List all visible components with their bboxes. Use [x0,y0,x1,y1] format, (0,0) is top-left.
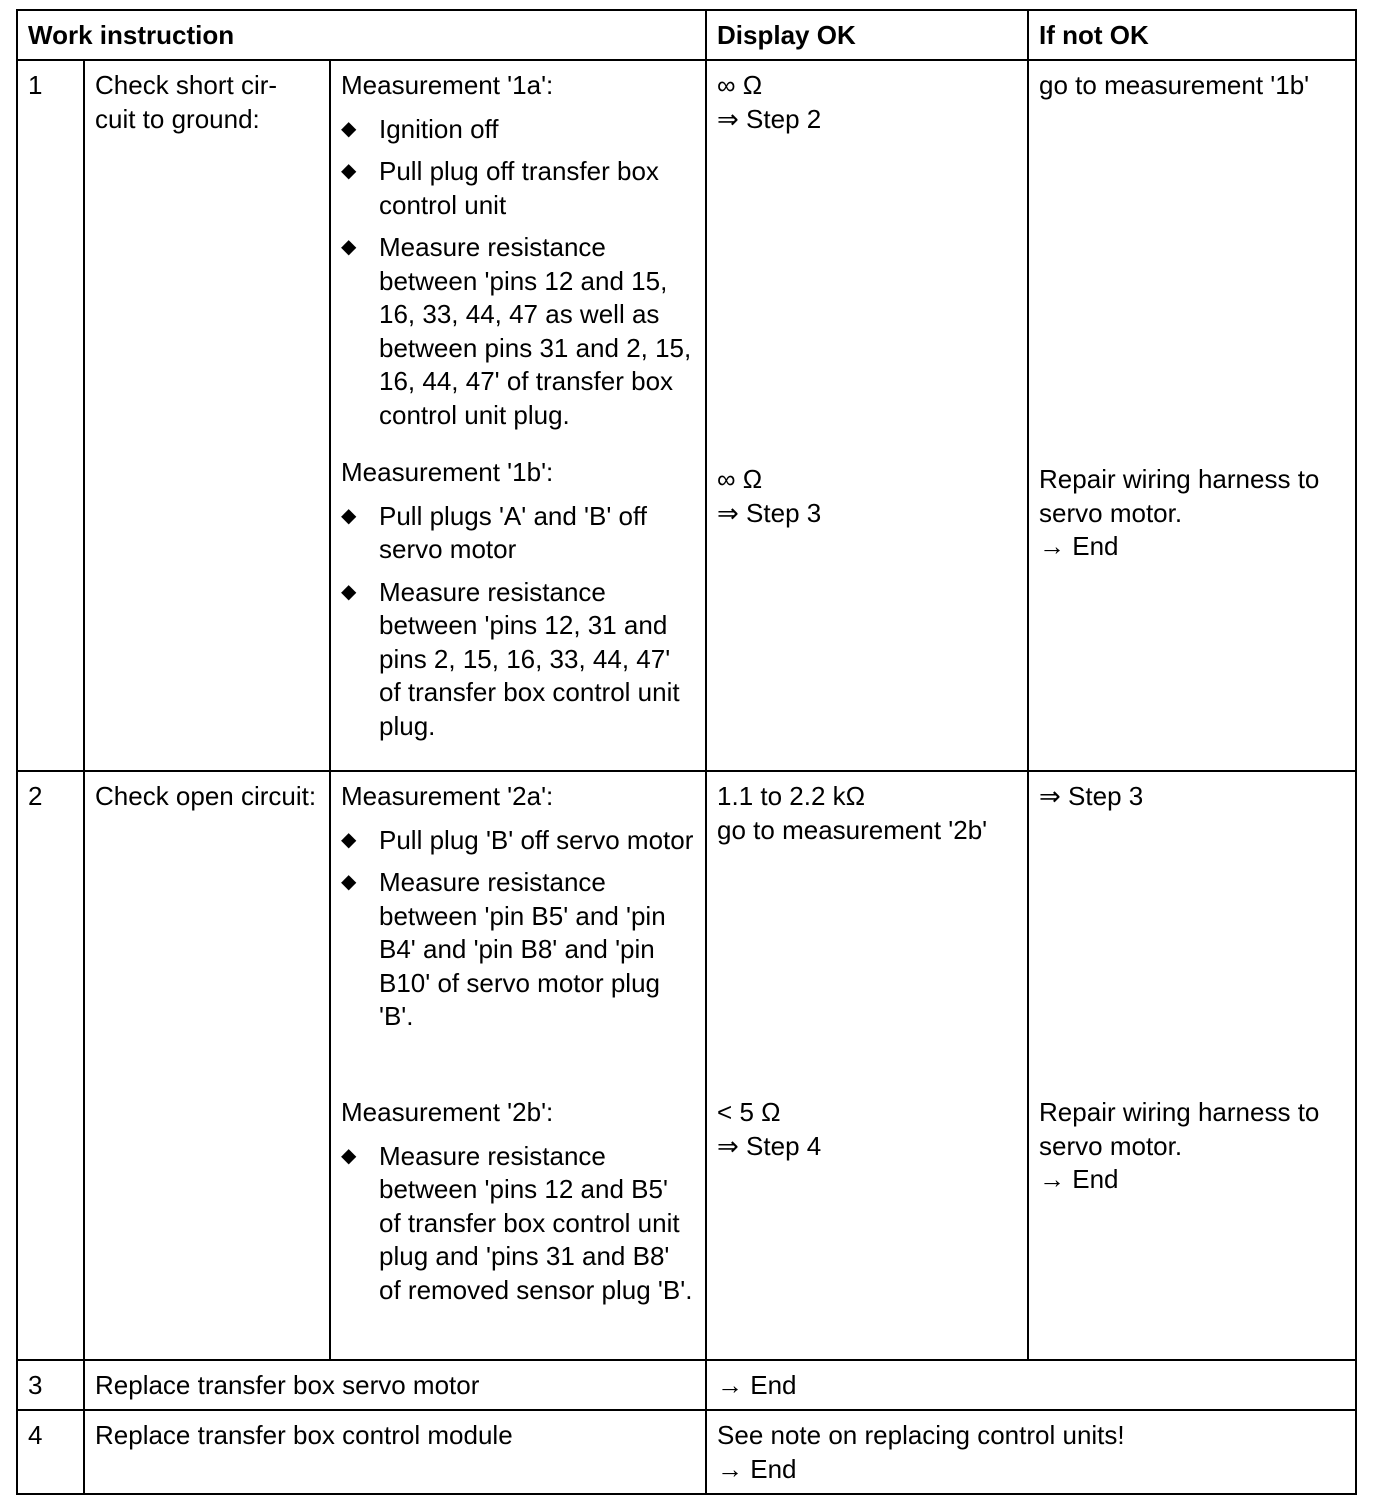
ok-value: < 5 Ω [717,1097,781,1127]
header-display-ok: Display OK [706,10,1028,60]
instruction-list [341,1140,696,1308]
display-ok-2a [717,780,1018,1096]
work-instruction-table [16,9,1357,1495]
instruction-list [341,500,696,744]
not-ok-text: Repair wiring harness to servo motor. [1039,1097,1320,1161]
measurement-label: Measurement '1a': [341,70,554,100]
step-title [84,60,330,771]
step-title: Check open circuit: [84,771,330,1360]
result-note: See note on replacing control units! [717,1420,1125,1450]
step-number: 3 [17,1360,84,1410]
list-item-text: Measure resistance between 'pins 12 and B5' of transfer box control unit plug and 'pins 31 and B8' of removed sensor plug 'B'. [379,1140,693,1305]
measurement-2a [341,780,696,1096]
display-ok-cell [706,60,1028,771]
ok-next-step: ⇒ Step 3 [717,497,822,528]
list-item [341,1140,696,1308]
diamond-bullet-icon: ◆ [341,236,357,258]
measurement-cell [330,771,706,1360]
step-3-row [17,1360,1356,1410]
diamond-bullet-icon: ◆ [341,504,357,527]
not-ok-result: → End [1039,1164,1119,1194]
list-item [341,155,696,222]
list-item-text: Measure resistance between 'pins 12, 31 and pins 2, 15, 16, 33, 44, 47' of transfer box control unit plug. [379,576,680,741]
display-ok-cell [706,771,1028,1360]
list-item-text: Pull plug 'B' off servo motor [379,824,694,855]
display-ok-1a [717,69,1018,463]
list-item-text: Measure resistance between 'pin B5' and 'pin B4' and 'pin B8' and 'pin B10' of servo motor plug 'B'. [379,867,666,1031]
step-4-row [17,1410,1356,1494]
header-work-instruction: Work instruction [17,10,706,60]
not-ok-cell [1028,60,1356,771]
not-ok-text: go to measurement '1b' [1039,70,1310,100]
step-result [706,1410,1356,1494]
list-item [341,866,696,1034]
step-number: 1 [17,60,84,771]
measurement-1b [341,456,696,743]
list-item [341,576,696,744]
ok-value: ∞ Ω [717,70,763,100]
header-if-not-ok: If not OK [1028,10,1356,60]
measurement-label: Measurement '1b': [341,457,554,487]
ok-value: 1.1 to 2.2 kΩ [717,781,866,811]
instruction-list [341,824,696,1034]
ok-next-step: ⇒ Step 4 [717,1130,822,1161]
step-number: 2 [17,771,84,1360]
list-item-text: Measure resistance between 'pins 12 and 15, 16, 33, 44, 47 as well as between pins 31 and 2, 15, 16, 44, 47' of transfer box control unit plug. [379,232,692,430]
step-instruction: Replace transfer box control module [84,1410,706,1494]
step-1-row [17,60,1356,771]
not-ok-result: → End [1039,531,1119,561]
list-item [341,113,696,147]
not-ok-1b [1039,463,1346,564]
diamond-bullet-icon: ◆ [341,871,357,893]
list-item [341,824,696,858]
instruction-list [341,113,696,433]
not-ok-2a [1039,780,1346,1096]
not-ok-text: Repair wiring harness to servo motor. [1039,464,1320,528]
diamond-bullet-icon: ◆ [341,1144,357,1167]
not-ok-cell [1028,771,1356,1360]
ok-next-step: go to measurement '2b' [717,814,988,845]
list-item-text: Pull plugs 'A' and 'B' off servo motor [379,500,647,564]
header-row [17,10,1356,60]
step-instruction: Replace transfer box servo motor [84,1360,706,1410]
display-ok-1b [717,463,1018,530]
measurement-label: Measurement '2b': [341,1097,554,1127]
list-item [341,231,696,432]
measurement-1a [341,69,696,456]
list-item-text: Ignition off [379,113,499,144]
measurement-2b [341,1096,696,1307]
measurement-cell [330,60,706,771]
display-ok-2b [717,1096,1018,1163]
diamond-bullet-icon: ◆ [341,828,357,851]
step-2-row [17,771,1356,1360]
not-ok-1a [1039,69,1346,463]
diamond-bullet-icon: ◆ [341,580,357,603]
measurement-label: Measurement '2a': [341,781,554,811]
ok-value: ∞ Ω [717,464,763,494]
diamond-bullet-icon: ◆ [341,160,357,182]
step-number: 4 [17,1410,84,1494]
step-title-line: Check short cir- [95,70,278,100]
step-result: → End [706,1360,1356,1410]
not-ok-text: ⇒ Step 3 [1039,781,1144,811]
diamond-bullet-icon: ◆ [341,117,357,140]
list-item-text: Pull plug off transfer box control unit [379,156,659,220]
ok-next-step: ⇒ Step 2 [717,103,822,134]
result-end: → End [717,1453,797,1484]
list-item [341,500,696,567]
not-ok-2b [1039,1096,1346,1197]
step-title-line: cuit to ground: [95,103,260,134]
